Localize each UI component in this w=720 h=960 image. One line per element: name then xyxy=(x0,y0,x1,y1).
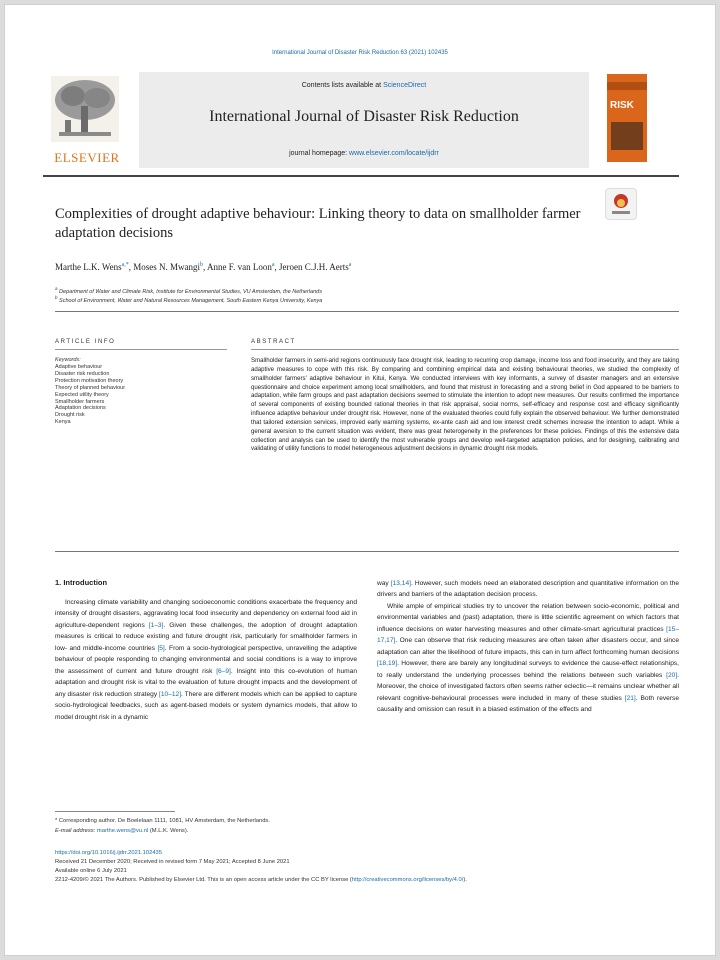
body-text: . However, such models need an elaborated description and quantitative information on the drivers and barriers of the adaptation decision process. xyxy=(377,580,679,599)
body-paragraph xyxy=(377,601,679,716)
license-link[interactable]: http://creativecommons.org/licenses/by/4.0/ xyxy=(351,877,464,883)
email-line xyxy=(55,828,675,836)
body-text: . From a socio-hydrological perspective, unravelling the adaptive behaviour of people responding to changing environmental and social conditions is a way to improve the assessment of current and future drought risk xyxy=(55,644,357,675)
license-line xyxy=(55,877,675,885)
citation-link[interactable]: [18,19] xyxy=(377,660,398,668)
article-info-heading: ARTICLE INFO xyxy=(55,339,116,345)
affiliation-mark: a xyxy=(55,286,58,291)
author-name[interactable]: Moses N. Mwangi xyxy=(133,262,201,272)
abstract-end-rule xyxy=(55,551,679,552)
body-text: . One can observe that risk reducing measures are often taken after disasters occur, and since adaptation can alter the likelihood of future impacts, this can in turn affect forthcoming human decisions xyxy=(377,637,679,656)
homepage-prefix: journal homepage: xyxy=(289,150,350,157)
body-text: While ample of empirical studies try to uncover the relation between socio-economic, political and environmental variables and (past) adaptation, there is little scientific agreement on which factors that influence decisions on water harvesting measures and other climate-smart agricultural practices xyxy=(377,602,679,633)
body-column-left xyxy=(55,597,357,723)
keyword: Protection motivation theory xyxy=(55,377,124,384)
sciencedirect-link[interactable]: ScienceDirect xyxy=(383,82,427,89)
article-title: Complexities of drought adaptive behaviour: Linking theory to data on smallholder farmer adaptation decisions xyxy=(55,206,581,241)
author-name[interactable]: Jeroen C.J.H. Aerts xyxy=(279,262,349,272)
body-column-right xyxy=(377,578,679,715)
body-text: . Both reverse causality and omission can result in a biased estimation of the effects and xyxy=(377,694,679,713)
affiliation-text: School of Environment, Water and Natural Resources Management, South Eastern Kenya University, Kenya xyxy=(59,297,323,304)
email-link[interactable]: marthe.wens@vu.nl xyxy=(96,828,149,834)
citation-link[interactable]: [10–12] xyxy=(159,690,182,698)
running-header[interactable]: International Journal of Disaster Risk Reduction 63 (2021) 102435 xyxy=(272,50,448,56)
journal-header-box xyxy=(139,72,589,168)
citation-link[interactable]: [20] xyxy=(666,671,678,679)
author-affiliation-mark[interactable]: a xyxy=(348,262,352,268)
introduction-heading: 1. Introduction xyxy=(55,578,108,587)
doi-link[interactable] xyxy=(55,850,675,858)
elsevier-wordmark: ELSEVIER xyxy=(54,150,120,165)
keyword: Drought risk xyxy=(55,412,85,419)
corresponding-author-note: * Corresponding author. De Boelelaan 1111, 1081, HV Amsterdam, the Netherlands. xyxy=(55,818,270,824)
header-rule xyxy=(55,311,679,312)
body-paragraph xyxy=(377,578,679,601)
abstract-heading: ABSTRACT xyxy=(251,339,296,345)
keyword: Theory of planned behaviour xyxy=(55,384,126,391)
keyword: Expected utility theory xyxy=(55,391,109,398)
elsevier-logo[interactable] xyxy=(43,72,127,168)
abstract-text: Smallholder farmers in semi-arid regions continuously face drought risk, leading to recurring crop damage, income loss and food insecurity, and they are taking adaptive measures to cope with this risk. By comparing and combining empirical data and existing behavioural theories, we studied the complexity of smallholder farmers' adaptive behaviour in Kitui, Kenya. We conducted interviews with key informants, a survey of disaster managers and an extensive questionnaire and choice experiment among local smallholders, and found that mistrust in forecasting and a strong belief in God appeared to be barriers to adaptation, while farm groups and past adaptation decisions seemed to stimulate the intention to adopt new measures. Our results confirmed the importance of several components of existing bounded rational theories in that risk appraisal, social norms, self-efficacy and response cost and efficacy significantly influence adaptive behaviour under drought risk. However, none of the evaluated theories could fully explain the observed behaviour. We further demonstrated that tailored extension services, improved early warning systems, ex-ante cash aid and low interest credit schemes increase the intention to adapt. While a general aversion to the current situation was evident, there was great heterogeneity in the preferences for these policies. Findings of this the extensive data collection and analysis can be used to identify the most vulnerable groups and develop well-targeted adaptation policies, and for designing, calibrating and validating of utility functions to model heterogeneous adjustment decisions in dynamic drought risk models. xyxy=(251,357,679,453)
email-label: E-mail address: xyxy=(55,828,97,834)
body-text: . There are different models which can be applied to capture socio-hydrological feedbacks, such as agent-based models or system dynamics models, that allow to model drought risk in a dynamic xyxy=(55,690,357,721)
available-line: Available online 6 July 2021 xyxy=(55,868,127,874)
citation-link[interactable]: [13,14] xyxy=(390,580,411,587)
contents-line xyxy=(139,82,589,89)
license-suffix: ). xyxy=(463,877,467,883)
homepage-link[interactable]: www.elsevier.com/locate/ijdrr xyxy=(349,150,439,157)
body-text: Increasing climate variability and changing socioeconomic conditions exacerbate the frequency and intensity of drought disasters, aggravating local food insecurity and dependency on external food aid in agriculture-dependent regions xyxy=(55,599,357,629)
abstract-rule xyxy=(251,349,679,350)
citation-link[interactable]: [21] xyxy=(624,694,636,702)
cover-graphic xyxy=(611,122,643,150)
body-text: way xyxy=(377,580,391,587)
body-text: . However, there are barely any longitudinal surveys to evidence the cause-effect relationships, to really understand the underlying processes behind the relations between such variables xyxy=(377,660,679,679)
keyword: Smallholder farmers xyxy=(55,398,105,405)
crossmark-bar xyxy=(612,211,630,214)
author-affiliation-mark[interactable]: a,* xyxy=(121,262,129,268)
keyword: Disaster risk reduction xyxy=(55,370,110,377)
author-name[interactable]: Marthe L.K. Wens xyxy=(55,262,122,272)
journal-masthead xyxy=(43,72,683,168)
affiliation-text: Department of Water and Climate Risk, Institute for Environmental Studies, VU Amsterdam, the Netherlands xyxy=(59,288,322,295)
cover-band xyxy=(607,82,647,90)
elsevier-tree-icon xyxy=(51,76,119,142)
affiliation-a xyxy=(55,286,655,295)
homepage-line xyxy=(139,150,589,157)
body-text: . Insight into this co-evolution of human adaptation and drought risk is vital to the evaluation of future drought impacts and the development of any disaster risk reduction strategy xyxy=(55,667,357,698)
email-suffix: (M.L.K. Wens). xyxy=(148,828,189,834)
footnote-rule xyxy=(55,811,175,812)
keywords-label: Keywords: xyxy=(55,357,81,363)
citation-link[interactable]: [5] xyxy=(157,644,165,652)
citation-link[interactable]: [6–9] xyxy=(216,667,231,675)
cover-word: RISK xyxy=(610,100,634,111)
author-affiliation-mark[interactable]: a xyxy=(271,262,275,268)
crossmark-center xyxy=(617,199,625,207)
keyword: Adaptive behaviour xyxy=(55,364,103,370)
keyword: Kenya xyxy=(55,419,71,426)
author-affiliation-mark[interactable]: b xyxy=(200,262,204,268)
contents-prefix: Contents lists available at xyxy=(301,82,384,89)
citation-link[interactable]: [1–3] xyxy=(148,621,164,629)
journal-title: International Journal of Disaster Risk Reduction xyxy=(209,108,519,125)
affiliation-b xyxy=(55,295,655,304)
keyword: Adaptation decisions xyxy=(55,405,106,412)
affiliation-mark: b xyxy=(55,295,58,300)
masthead-rule xyxy=(43,175,679,177)
doi-text[interactable]: https://doi.org/10.1016/j.ijdrr.2021.102435 xyxy=(55,850,162,856)
received-line: Received 21 December 2020; Received in revised form 7 May 2021; Accepted 8 June 2021 xyxy=(55,859,290,865)
license-prefix: 2212-4209/© 2021 The Authors. Published by Elsevier Ltd. This is an open access article under the CC BY license ( xyxy=(55,877,352,883)
keywords-list xyxy=(55,364,225,426)
body-text: . Given these challenges, the adoption of drought adaptation measures is critical to reduce existing and future drought risk, particularly for smallholder farmers in low- and middle-income countries xyxy=(55,621,357,652)
crossmark-icon[interactable] xyxy=(605,188,637,220)
journal-cover-thumbnail[interactable] xyxy=(607,74,647,162)
article-page xyxy=(4,4,716,956)
article-info-rule xyxy=(55,349,227,350)
author-name[interactable]: Anne F. van Loon xyxy=(207,262,272,272)
author-list: Marthe L.K. Wens$^{a,*}$, Moses N. Mwangi$^b$, Anne F. van Loon$^a$, Jeroen C.J.H. Aerts$^a$ xyxy=(55,262,352,272)
body-text: . Moreover, the choice of investigated factors often seems rather eclectic—it remains unclear whether all relevant cognitive-behavioural processes were included in many of these studies xyxy=(377,671,679,702)
citation-link[interactable]: [15–17,17] xyxy=(377,625,679,645)
